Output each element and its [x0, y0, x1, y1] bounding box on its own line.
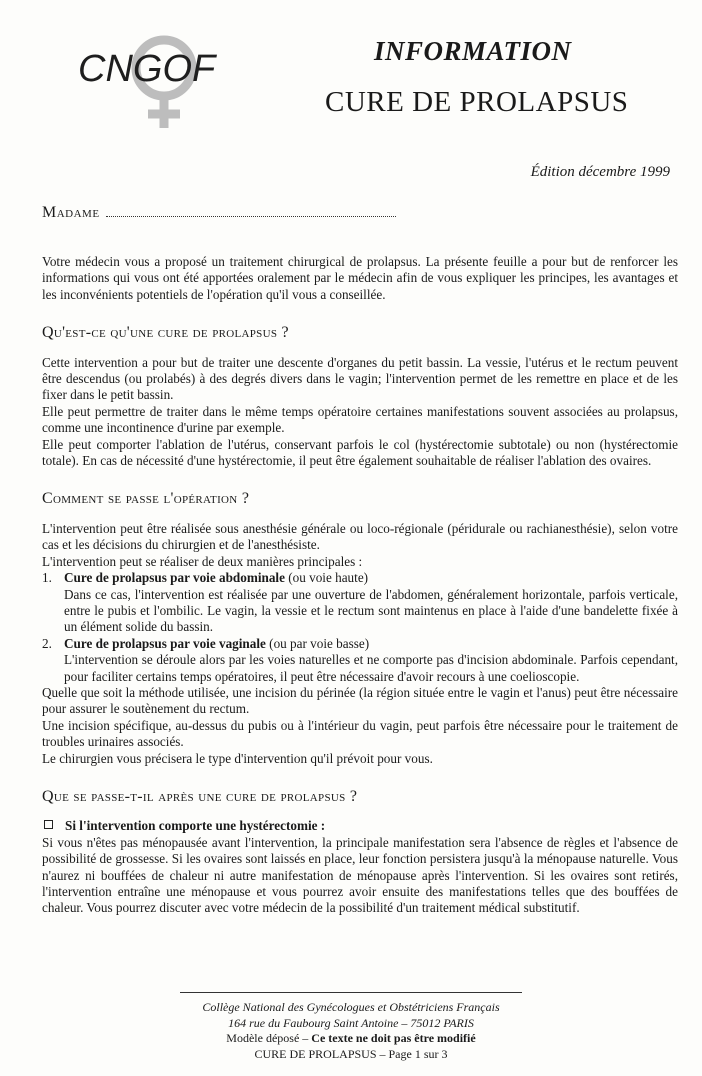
doc-title-information: INFORMATION	[374, 36, 572, 66]
list-item	[42, 570, 678, 636]
list-item-text: Dans ce cas, l'intervention est réalisée par une ouverture de l'abdomen, généralement horizontale, parfois verticale, entre le pubis et l'ombilic. Le vagin, la vessie et le rectum sont maintenus en place à l'aide d'une bandelette fixée à un élément solide du bassin.	[64, 586, 678, 635]
procedure-list	[42, 570, 678, 685]
name-dotted-field	[106, 216, 396, 217]
footer	[0, 1000, 702, 1062]
section-heading-what-is: Qu'est-ce qu'une cure de prolapsus ?	[42, 324, 289, 342]
footer-notice-warning: Ce texte ne doit pas être modifié	[311, 1031, 476, 1045]
patient-name-line	[42, 204, 396, 222]
list-number: 1.	[42, 570, 52, 586]
paragraph: Si vous n'êtes pas ménopausée avant l'intervention, la principale manifestation sera l'absence de règles et l'absence de possibilité de grossesse. Si les ovaires sont laissés en place, leur fonction persistera jusqu'à la ménopause naturelle. Vous n'aurez ni bouffées de chaleur ni autre manifestation de ménopause après l'intervention. Si les ovaires sont retirés, l'intervention entraîne une ménopause et vous pourrez avoir ensuite des manifestations telles que des bouffées de chaleur. Vous pourrez discuter avec votre médecin de la possibilité d'un traitement médical substitutif.	[42, 834, 678, 916]
doc-title-main: CURE DE PROLAPSUS	[325, 86, 629, 118]
list-item-subtitle: (ou par voie basse)	[269, 635, 370, 651]
list-item-title: Cure de prolapsus par voie abdominale	[64, 570, 285, 586]
list-item-text: L'intervention se déroule alors par les voies naturelles et ne comporte pas d'incision abdominale. Parfois cependant, pour faciliter certains temps opératoires, il peut être nécessaire d'avoir recours à une coelioscopie.	[64, 652, 678, 684]
list-item-subtitle: (ou voie haute)	[288, 570, 369, 586]
section-heading-after: Que se passe-t-il après une cure de prolapsus ?	[42, 787, 358, 805]
footer-page-number: CURE DE PROLAPSUS – Page 1 sur 3	[254, 1046, 448, 1061]
paragraph: Elle peut permettre de traiter dans le même temps opératoire certaines manifestations souvent associées au prolapsus, comme une incontinence d'urine par exemple.	[42, 403, 678, 436]
paragraph: L'intervention peut se réaliser de deux manières principales :	[42, 553, 363, 569]
edition-date: Édition décembre 1999	[530, 164, 670, 180]
footer-address: 164 rue du Faubourg Saint Antoine – 75012 PARIS	[228, 1015, 474, 1030]
footer-divider	[180, 992, 522, 993]
section-heading-how: Comment se passe l'opération ?	[42, 490, 250, 508]
footer-notice-prefix: Modèle déposé –	[226, 1031, 312, 1045]
checkbox-heading	[44, 818, 678, 834]
document-body	[42, 254, 678, 917]
paragraph: Le chirurgien vous précisera le type d'intervention qu'il prévoit pour vous.	[42, 750, 433, 766]
footer-organization: Collège National des Gynécologues et Obstétriciens Français	[202, 1000, 500, 1014]
list-number: 2.	[42, 635, 52, 651]
madame-label: Madame	[42, 204, 100, 221]
cngof-logo	[62, 20, 252, 130]
intro-paragraph: Votre médecin vous a proposé un traitement chirurgical de prolapsus. La présente feuille a pour but de renforcer les informations qui vous ont été apportées oralement par le médecin afin de vous expliquer les principes, les avantages et les inconvénients potentiels de l'opération qu'il vous a conseillée.	[42, 254, 678, 302]
paragraph: Une incision spécifique, au-dessus du pubis ou à l'intérieur du vagin, peut parfois être nécessaire pour le traitement de troubles urinaires associés.	[42, 717, 678, 750]
footer-notice	[0, 1031, 702, 1047]
paragraph: Quelle que soit la méthode utilisée, une incision du périnée (la région située entre le vagin et l'anus) peut être nécessaire pour assurer le soutènement du rectum.	[42, 684, 678, 717]
paragraph: Elle peut comporter l'ablation de l'utérus, conservant parfois le col (hystérectomie subtotale) ou non (hystérectomie totale). En cas de nécessité d'une hystérectomie, il peut être également souhaitable de réaliser l'ablation des ovaires.	[42, 436, 678, 469]
checkbox-label: Si l'intervention comporte une hystérectomie :	[65, 818, 326, 834]
checkbox-icon	[44, 820, 53, 829]
list-item-title: Cure de prolapsus par voie vaginale	[64, 635, 266, 651]
logo-text: CNGOF	[78, 48, 216, 90]
paragraph: L'intervention peut être réalisée sous anesthésie générale ou loco-régionale (péridurale ou rachianesthésie), selon votre cas et les décisions du chirurgien et de l'anesthésiste.	[42, 520, 678, 553]
list-item	[42, 636, 678, 685]
paragraph: Cette intervention a pour but de traiter une descente d'organes du petit bassin. La vessie, l'utérus et le rectum peuvent être descendus (ou prolabés) à des degrés divers dans le vagin; l'intervention permet de les remettre en place et de les fixer dans le petit bassin.	[42, 354, 678, 403]
